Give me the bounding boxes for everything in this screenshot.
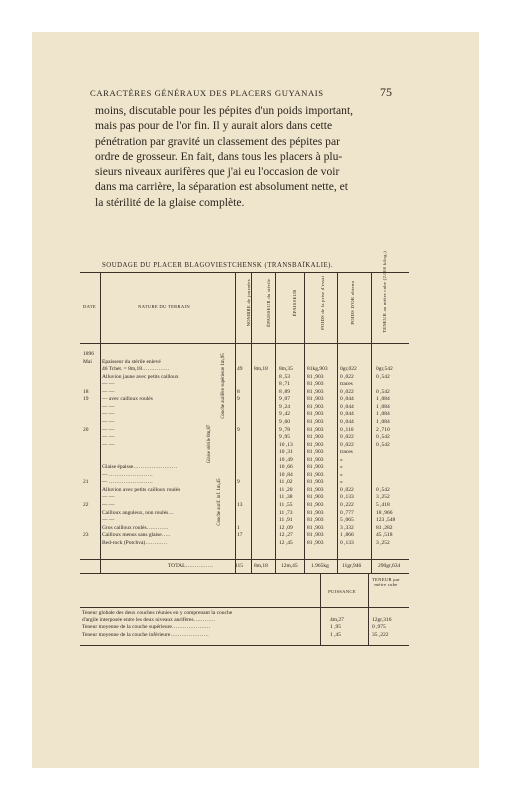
cell-nature: — — (102, 441, 115, 448)
table-row (80, 525, 409, 532)
table-row (80, 359, 409, 366)
cell-nature: — — (102, 426, 115, 433)
table-rule (80, 559, 409, 560)
cell-essai: 81 ,903 (307, 539, 324, 546)
cell-or: traces (340, 381, 353, 388)
cell-or: » (340, 456, 343, 463)
cell-nature: — …………………… (102, 479, 153, 486)
cell-epaisseur: 11 ,55 (279, 502, 293, 508)
cell-or: 0 ,044 (340, 411, 354, 418)
cell-essai: 81 ,903 (307, 434, 324, 441)
summary-puissance: 1 ,95 (330, 624, 341, 631)
paragraph-line: pénétration par gravité un classement des pépites par (95, 134, 340, 148)
cell-journees: 17 (237, 532, 243, 539)
cell-essai: 81 ,903 (307, 494, 324, 501)
cell-date: 20 (83, 426, 89, 433)
total-journees: 115 (235, 563, 244, 569)
table-row (80, 517, 409, 524)
col-header-essai: POIDS de la prise d'essai (320, 275, 326, 330)
cell-date: 22 (83, 502, 89, 508)
table-row (80, 351, 409, 358)
table-rule (80, 343, 409, 344)
cell-or: » (340, 479, 343, 486)
col-header-or: POIDS D'OR obtenu (350, 280, 356, 325)
table-rule (235, 273, 236, 573)
cell-essai: 81 ,903 (307, 456, 324, 463)
table-rule (80, 573, 409, 574)
cell-journees: 9 (237, 426, 240, 433)
cell-or: 0 ,222 (340, 502, 354, 508)
cell-essai: 81 ,903 (307, 524, 324, 531)
cell-date: 18 (83, 388, 89, 395)
table-rule (251, 273, 252, 573)
cell-or: 0 ,044 (340, 418, 354, 425)
cell-essai: 81 ,903 (307, 502, 324, 508)
page-number: 75 (380, 85, 392, 99)
cell-nature: Bed-rock (Potchva)………… (102, 539, 168, 546)
cell-journees: 13 (237, 502, 243, 508)
cell-nature: — — (102, 434, 115, 441)
col-header-nature: NATURE DU TERRAIN (138, 304, 190, 309)
cell-teneur: 0 ,542 (376, 441, 390, 448)
cell-nature: — — (102, 502, 115, 508)
table-rule (337, 273, 338, 573)
cell-journees: 8 (237, 388, 240, 395)
cell-or: 0 ,044 (340, 403, 354, 410)
table-row (80, 494, 409, 501)
cell-nature: — — (102, 381, 115, 388)
cell-or: 0 ,777 (340, 509, 354, 516)
table-row (80, 434, 409, 441)
table-row (80, 479, 409, 486)
cell-essai: 81 ,903 (307, 517, 324, 524)
col-header-epaisseur: ÉPAISSEUR (292, 289, 298, 317)
cell-or: 0 ,133 (340, 539, 354, 546)
cell-epaisseur: 9 ,42 (279, 411, 290, 418)
table-row (80, 381, 409, 388)
table-rule (80, 607, 409, 608)
running-title: CARACTÈRES GÉNÉRAUX DES PLACERS GUYANAIS (90, 88, 324, 98)
cell-nature: Cailloux anguleux, non roulés… (102, 509, 174, 516)
table-row (80, 502, 409, 509)
cell-essai: 81 ,903 (307, 532, 324, 539)
cell-date: 23 (83, 532, 89, 539)
cell-essai: 81 ,903 (307, 486, 324, 493)
cell-essai: 81 ,903 (307, 411, 324, 418)
cell-epaisseur: 8 ,53 (279, 373, 290, 380)
table-rule (304, 273, 305, 573)
cell-or: 3 ,332 (340, 524, 354, 531)
cell-epaisseur: 10 ,84 (279, 471, 293, 478)
cell-or: 1 ,866 (340, 532, 354, 539)
summary-row (80, 617, 409, 623)
total-label: TOTAL…………… (168, 563, 213, 569)
cell-essai: 81 ,903 (307, 388, 324, 395)
cell-epaisseur: 11 ,73 (279, 509, 293, 516)
table-row (80, 374, 409, 381)
cell-nature: — — (102, 403, 115, 410)
total-sterile: 8m,18 (254, 563, 268, 569)
summary-header-teneur: TENEUR par mètre cube (371, 577, 401, 588)
table-rule (320, 573, 321, 645)
cell-or: 0 ,044 (340, 396, 354, 403)
paragraph-line: dans ma carrière, la séparation est absolument nette, et (95, 180, 349, 194)
cell-nature: Epaisseur du stérile enlevé (102, 358, 161, 365)
cell-nature: Cailloux menus sans glaise….. (102, 532, 170, 539)
cell-epaisseur: 9 ,60 (279, 418, 290, 425)
cell-teneur: 0 ,542 (376, 373, 390, 380)
summary-label: d'argile interposée entre les deux niveaux aurifères………… (82, 617, 216, 624)
cell-journees: 9 (237, 479, 240, 486)
cell-journees: 1 (237, 524, 240, 531)
table-row (80, 427, 409, 434)
summary-teneur: 35 ,222 (372, 631, 389, 638)
cell-epaisseur: 12 ,27 (279, 532, 293, 539)
table-row (80, 532, 409, 539)
body-paragraph (95, 103, 395, 210)
table-row (80, 510, 409, 517)
cell-nature: Alluvion jaune avec petits cailloux (102, 373, 179, 380)
total-or: 11gr,946 (342, 563, 362, 569)
summary-row (80, 632, 409, 638)
cell-nature: — — (102, 517, 115, 524)
table-row (80, 442, 409, 449)
cell-or: 0 ,022 (340, 388, 354, 395)
cell-nature: Alluvion avec petits cailloux roulés (102, 486, 181, 493)
col-header-sterile: ÉPAISSEUR du stérile (266, 278, 272, 327)
cell-teneur: 45 ,518 (376, 532, 393, 539)
table-row (80, 449, 409, 456)
cell-teneur: 5 ,418 (376, 502, 390, 508)
table-rule (368, 573, 369, 645)
table-row (80, 366, 409, 373)
cell-essai: 81 ,903 (307, 373, 324, 380)
cell-teneur: 81 ,282 (376, 524, 393, 531)
cell-or: 0 ,022 (340, 373, 354, 380)
col-header-date: DATE (83, 304, 96, 309)
cell-nature: — — (102, 388, 115, 395)
label-glaise-sterile: Glaise stérile 0m,87 (207, 424, 212, 464)
cell-teneur: 3 ,252 (376, 539, 390, 546)
cell-teneur: 0gr,542 (376, 366, 393, 373)
table-row (80, 487, 409, 494)
cell-essai: 81 ,903 (307, 464, 324, 471)
cell-or: 0 ,133 (340, 494, 354, 501)
table-row (80, 389, 409, 396)
cell-nature: — — (102, 411, 115, 418)
cell-epaisseur: 9 ,24 (279, 403, 290, 410)
cell-teneur: 1 ,084 (376, 418, 390, 425)
table-row (80, 472, 409, 479)
table-rule (371, 273, 372, 573)
table-row (80, 540, 409, 547)
cell-nature: Gros cailloux roulés………… (102, 524, 169, 531)
cell-essai: 81 ,903 (307, 396, 324, 403)
cell-epaisseur: 8m,35 (279, 366, 293, 373)
cell-teneur: 0 ,542 (376, 486, 390, 493)
table-total-row (80, 561, 409, 571)
cell-date: 21 (83, 479, 89, 486)
cell-nature: — — (102, 494, 115, 501)
cell-sterile: 8m,18 (254, 366, 268, 373)
summary-teneur: 12gr,316 (372, 617, 392, 624)
cell-essai: 81 ,903 (307, 418, 324, 425)
total-essai: 1.965kg (311, 563, 329, 569)
cell-date: 19 (83, 396, 89, 403)
cell-or: 0 ,022 (340, 434, 354, 441)
table-row (80, 411, 409, 418)
cell-teneur: 1 ,084 (376, 411, 390, 418)
cell-nature: — avec cailloux roulés (102, 396, 153, 403)
cell-or: traces (340, 449, 353, 456)
paragraph-line: mais pas pour de l'or fin. Il y aurait alors dans cette (95, 119, 333, 133)
summary-teneur: 0 ,975 (372, 624, 386, 631)
paragraph-line: la stérilité de la glaise complète. (95, 195, 245, 209)
cell-epaisseur: 11 ,02 (279, 479, 293, 486)
paragraph-line: sieurs niveaux aurifères que j'ai eu l'occasion de voir (95, 165, 340, 179)
cell-essai: 81kg,903 (307, 366, 328, 373)
cell-essai: 81 ,903 (307, 403, 324, 410)
cell-teneur: 2 ,710 (376, 426, 390, 433)
cell-nature: — — (102, 418, 115, 425)
cell-nature: Glaise épaisse…………………… (102, 464, 178, 471)
cell-epaisseur: 10 ,13 (279, 441, 293, 448)
cell-journees: 9 (237, 396, 240, 403)
cell-essai: 81 ,903 (307, 381, 324, 388)
table-rule (275, 273, 276, 573)
cell-epaisseur: 11 ,20 (279, 486, 293, 493)
cell-or: 0 ,022 (340, 486, 354, 493)
table-caption: SOUDAGE DU PLACER BLAGOVIESTCHENSK (TRANSBAÏKALIE). (102, 262, 334, 269)
cell-epaisseur: 11 ,38 (279, 494, 293, 501)
paragraph-line: ordre de grosseur. En fait, dans tous les placers à plu- (95, 149, 343, 163)
cell-epaisseur: 12 ,09 (279, 524, 293, 531)
cell-epaisseur: 8 ,71 (279, 381, 290, 388)
cell-teneur: 0 ,542 (376, 434, 390, 441)
paragraph-line: moins, discutable pour les pépites d'un poids important, (95, 104, 354, 117)
summary-puissance: 1 ,45 (330, 631, 341, 638)
cell-teneur: 18 ,966 (376, 509, 393, 516)
cell-or: 5 ,065 (340, 517, 354, 524)
table-row (80, 404, 409, 411)
label-couche-superieure: Couche aurifère supérieure 1m,95 (221, 353, 226, 419)
cell-teneur: 3 ,252 (376, 494, 390, 501)
cell-or: 0 ,022 (340, 441, 354, 448)
label-couche-inferieure: Couche aurif. inf. 1m,45 (217, 478, 222, 526)
summary-label: Teneur globale des deux couches réunies en y comprenant la couche (82, 610, 233, 616)
summary-row (80, 624, 409, 630)
cell-essai: 81 ,903 (307, 471, 324, 478)
total-teneur: 290gr,634 (378, 563, 401, 569)
cell-epaisseur: 10 ,66 (279, 464, 293, 471)
cell-date: Mai (83, 358, 92, 365)
cell-epaisseur: 9 ,07 (279, 396, 290, 403)
summary-header-puissance: PUISSANCE (328, 589, 356, 594)
cell-nature: 46 Tchet. = 8m,18…………… (102, 366, 170, 373)
cell-essai: 81 ,903 (307, 509, 324, 516)
cell-essai: 81 ,903 (307, 449, 324, 456)
cell-essai: 81 ,903 (307, 426, 324, 433)
table-rule (100, 273, 101, 573)
total-epaisseur: 12m,45 (281, 563, 298, 569)
cell-teneur: 123 ,548 (376, 517, 396, 524)
cell-epaisseur: 9 ,95 (279, 434, 290, 441)
cell-epaisseur: 11 ,91 (279, 517, 293, 524)
table-row (80, 457, 409, 464)
cell-or: 0gr,022 (340, 366, 357, 373)
cell-epaisseur: 10 ,31 (279, 449, 293, 456)
col-header-journees: NOMBRE de journées (246, 279, 252, 327)
cell-or: » (340, 471, 343, 478)
cell-teneur: 1 ,084 (376, 396, 390, 403)
cell-date: 1896 (83, 351, 94, 357)
cell-or: 0 ,110 (340, 426, 354, 433)
cell-epaisseur: 8 ,89 (279, 388, 290, 395)
summary-label: Teneur moyenne de la couche inférieure………………… (82, 631, 209, 638)
table-row (80, 419, 409, 426)
cell-epaisseur: 9 ,78 (279, 426, 290, 433)
cell-teneur: 0 ,542 (376, 388, 390, 395)
cell-epaisseur: 10 ,49 (279, 456, 293, 463)
summary-puissance: 4m,27 (330, 617, 344, 624)
summary-row (80, 610, 409, 616)
cell-or: » (340, 464, 343, 471)
cell-teneur: 1 ,084 (376, 403, 390, 410)
table-row (80, 464, 409, 471)
cell-nature: — …………………… (102, 471, 153, 478)
table-row (80, 396, 409, 403)
cell-epaisseur: 12 ,45 (279, 539, 293, 546)
col-header-teneur: TENEUR au mètre cube (2.000 kilog.) (382, 250, 388, 333)
cell-essai: 81 ,903 (307, 441, 324, 448)
cell-essai: 81 ,903 (307, 479, 324, 486)
summary-label: Teneur moyenne de la couche supérieure………………… (82, 624, 211, 631)
cell-journees: 49 (237, 366, 243, 373)
